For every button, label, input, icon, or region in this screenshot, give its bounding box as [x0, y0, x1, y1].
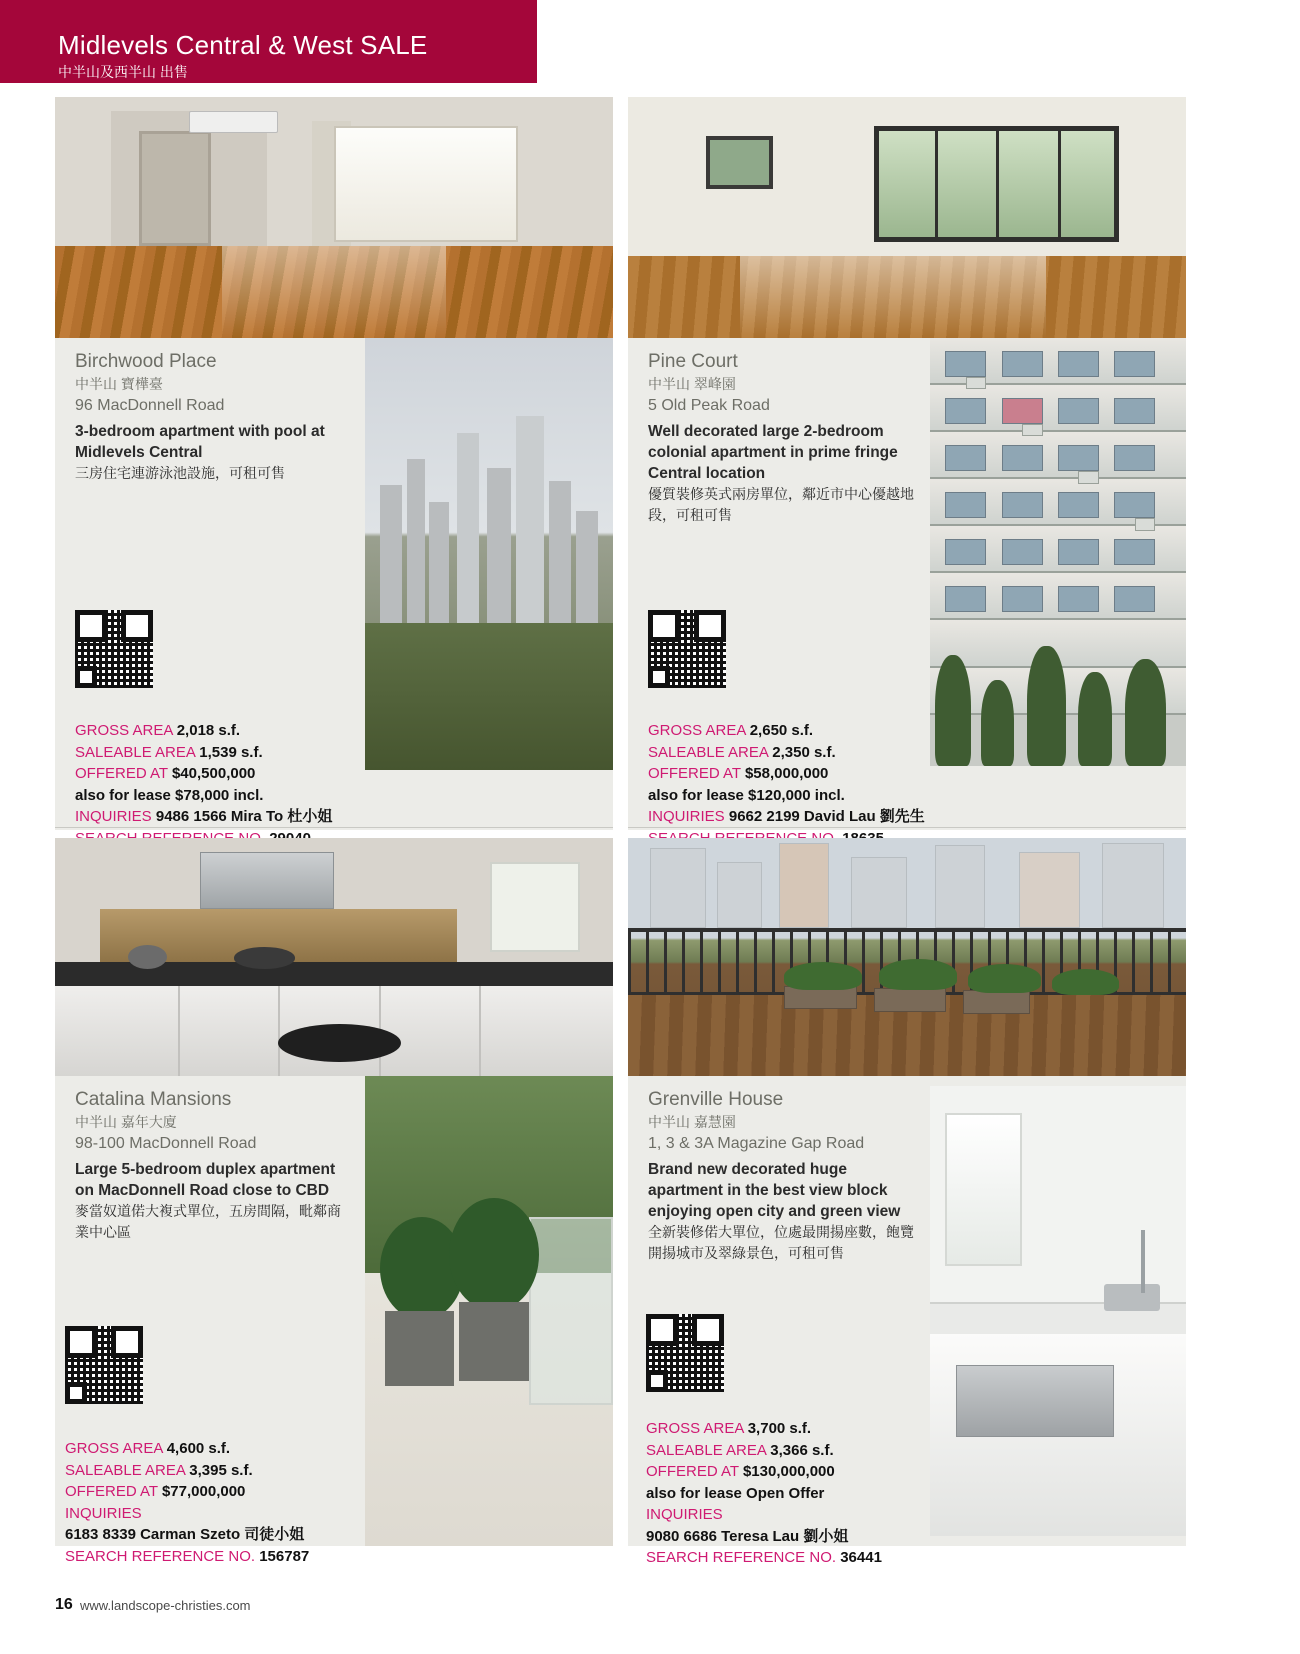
inquiries-label: INQUIRIES [65, 1504, 142, 1522]
saleable-area-row [648, 742, 928, 764]
reference-label: SEARCH REFERENCE NO. [646, 1549, 837, 1566]
page-number: 16 [55, 1596, 73, 1613]
listing-card-pine-court[interactable] [628, 97, 1186, 830]
gross-area-value: 2,650 s.f. [749, 722, 814, 739]
listing-specs [648, 720, 928, 849]
offered-at-row [65, 1481, 350, 1503]
saleable-area-value: 3,395 s.f. [189, 1461, 253, 1479]
inquiries-value: 9662 2199 David Lau 劉先生 [728, 808, 925, 825]
listing-main-photo [55, 97, 613, 338]
listing-info-panel [628, 338, 1186, 830]
listing-main-photo [628, 97, 1186, 338]
listing-name: Birchwood Place [75, 351, 217, 372]
listing-description: Large 5-bedroom duplex apartment on MacDonnell Road close to CBD [75, 1161, 336, 1199]
listing-name: Pine Court [648, 351, 738, 372]
listing-description-chinese: 優質裝修英式兩房單位，鄰近市中心優越地段，可租可售 [648, 486, 914, 523]
reference-row [646, 1547, 926, 1569]
lease-note: also for lease $120,000 incl. [648, 786, 845, 804]
inquiries-value: 9486 1566 Mira To 杜小姐 [155, 808, 333, 825]
listing-specs [65, 1438, 350, 1567]
gross-area-row [646, 1418, 926, 1440]
listing-info-panel [55, 1076, 613, 1565]
listing-description-chinese: 全新裝修偌大單位，位處最開揚座數，飽覽開揚城市及翠綠景色，可租可售 [648, 1224, 914, 1261]
listing-side-photo [930, 338, 1186, 766]
listing-name-chinese: 中半山 嘉慧園 [648, 1114, 736, 1130]
gross-area-row [648, 720, 928, 742]
gross-area-value: 3,700 s.f. [747, 1420, 812, 1437]
listing-side-photo [930, 1086, 1186, 1536]
gross-area-row [65, 1438, 350, 1460]
offered-at-row [75, 763, 350, 785]
gross-area-value: 4,600 s.f. [166, 1440, 231, 1457]
listing-card-grenville-house[interactable] [628, 838, 1186, 1566]
saleable-area-value: 2,350 s.f. [772, 743, 836, 761]
inquiries-label: INQUIRIES [75, 808, 152, 825]
reference-value: 156787 [259, 1547, 310, 1565]
offered-at-row [646, 1461, 926, 1483]
saleable-area-row [75, 742, 350, 764]
saleable-area-label: SALEABLE AREA [646, 1441, 767, 1459]
qr-code[interactable] [75, 610, 153, 688]
listing-main-photo [55, 838, 613, 1076]
offered-at-label: OFFERED AT [648, 765, 741, 782]
listing-address: 5 Old Peak Road [648, 397, 770, 414]
listing-main-photo [628, 838, 1186, 1076]
gross-area-row [75, 720, 350, 742]
listing-description: Well decorated large 2-bedroom colonial apartment in prime fringe Central location [648, 423, 898, 482]
listing-description: Brand new decorated huge apartment in the best view block enjoying open city and green view [648, 1161, 901, 1220]
inquiries-value: 6183 8339 Carman Szeto 司徒小姐 [65, 1526, 305, 1543]
listing-name-chinese: 中半山 嘉年大廈 [75, 1114, 177, 1130]
qr-code[interactable] [648, 610, 726, 688]
listing-card-catalina-mansions[interactable] [55, 838, 613, 1565]
saleable-area-row [646, 1440, 926, 1462]
saleable-area-label: SALEABLE AREA [648, 743, 769, 761]
inquiries-row [648, 806, 928, 828]
offered-at-label: OFFERED AT [65, 1483, 158, 1500]
gross-area-label: GROSS AREA [65, 1440, 163, 1457]
saleable-area-label: SALEABLE AREA [75, 743, 196, 761]
divider-right [628, 827, 1186, 828]
offered-at-value: $40,500,000 [171, 765, 256, 782]
gross-area-label: GROSS AREA [646, 1420, 744, 1437]
reference-row [65, 1546, 350, 1568]
listing-specs [75, 720, 350, 849]
listing-side-photo [365, 1076, 613, 1546]
offered-at-label: OFFERED AT [75, 765, 168, 782]
reference-value: 36441 [840, 1549, 882, 1566]
listing-name: Catalina Mansions [75, 1089, 232, 1110]
listing-side-photo [365, 338, 613, 770]
reference-label: SEARCH REFERENCE NO. [65, 1547, 256, 1565]
listing-info-panel [628, 1076, 1186, 1566]
listing-description-chinese: 麥當奴道偌大複式單位，五房間隔，毗鄰商業中心區 [75, 1203, 341, 1240]
inquiries-label: INQUIRIES [646, 1506, 723, 1523]
saleable-area-value: 1,539 s.f. [199, 743, 263, 761]
listing-description-chinese: 三房住宅連游泳池設施，可租可售 [75, 465, 285, 481]
inquiries-row [75, 806, 350, 828]
listing-specs [646, 1418, 926, 1569]
qr-code[interactable] [65, 1326, 143, 1404]
page-title-chinese: 中半山及西半山 出售 [58, 64, 188, 80]
listing-address: 98-100 MacDonnell Road [75, 1135, 257, 1152]
listing-info-panel [55, 338, 613, 830]
listing-address: 96 MacDonnell Road [75, 397, 225, 414]
lease-note: also for lease $78,000 incl. [75, 786, 264, 804]
listing-name: Grenville House [648, 1089, 784, 1110]
offered-at-value: $58,000,000 [744, 765, 829, 782]
listing-card-birchwood-place[interactable] [55, 97, 613, 830]
listing-address: 1, 3 & 3A Magazine Gap Road [648, 1135, 865, 1152]
lease-note: also for lease Open Offer [646, 1484, 825, 1502]
listing-name-chinese: 中半山 寶樺臺 [75, 376, 163, 392]
gross-area-label: GROSS AREA [648, 722, 746, 739]
gross-area-label: GROSS AREA [75, 722, 173, 739]
qr-code[interactable] [646, 1314, 724, 1392]
inquiries-label: INQUIRIES [648, 808, 725, 825]
listing-description: 3-bedroom apartment with pool at Midlevels Central [75, 423, 325, 461]
saleable-area-label: SALEABLE AREA [65, 1461, 186, 1479]
offered-at-row [648, 763, 928, 785]
gross-area-value: 2,018 s.f. [176, 722, 241, 739]
saleable-area-row [65, 1460, 350, 1482]
divider-left [55, 827, 613, 828]
offered-at-value: $77,000,000 [161, 1483, 246, 1500]
saleable-area-value: 3,366 s.f. [770, 1441, 834, 1459]
footer-url[interactable]: www.landscope-christies.com [80, 1598, 251, 1613]
listing-name-chinese: 中半山 翠峰園 [648, 376, 736, 392]
inquiries-value: 9080 6686 Teresa Lau 劉小姐 [646, 1527, 849, 1545]
offered-at-value: $130,000,000 [742, 1463, 835, 1480]
offered-at-label: OFFERED AT [646, 1463, 739, 1480]
page-title: Midlevels Central & West SALE [58, 30, 428, 60]
